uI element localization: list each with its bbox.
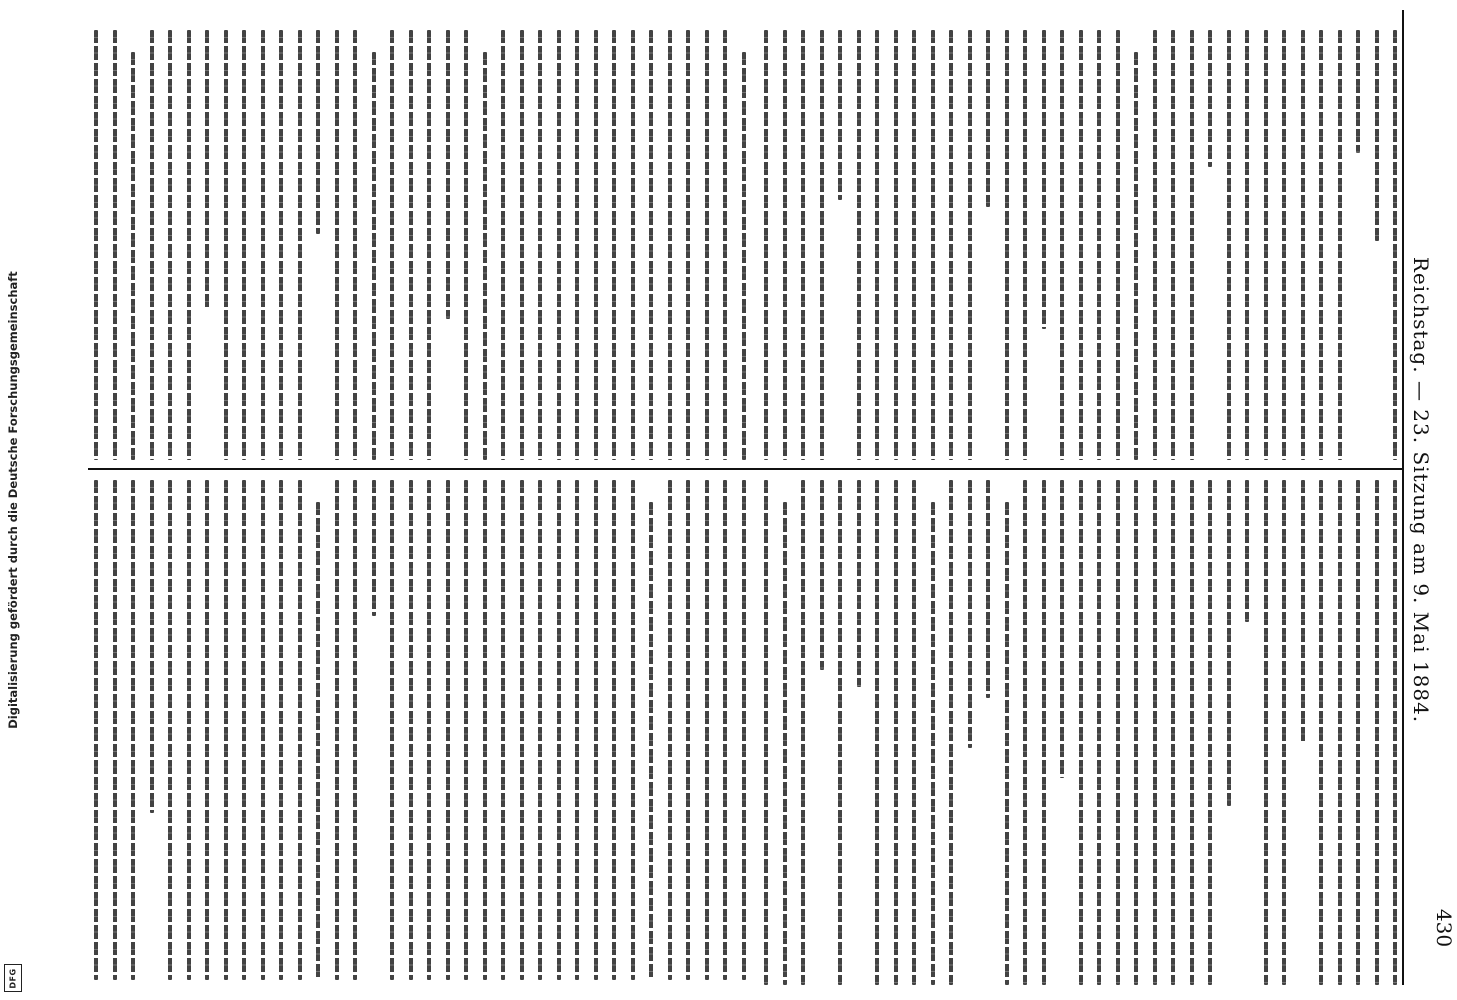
text-line <box>1190 30 1194 460</box>
text-line <box>894 480 898 985</box>
text-line <box>838 480 842 985</box>
text-line <box>1245 30 1249 460</box>
text-line <box>801 30 805 460</box>
text-line <box>1245 480 1249 622</box>
text-line <box>1393 480 1397 985</box>
text-line <box>1023 480 1027 985</box>
text-line <box>1319 30 1323 460</box>
text-line <box>1023 30 1027 460</box>
page-number-text: 430 <box>1432 908 1456 948</box>
text-line <box>1356 30 1360 153</box>
text-line <box>1153 30 1157 460</box>
digitization-notice <box>0 0 26 1000</box>
text-line <box>801 480 805 985</box>
text-line <box>968 30 972 460</box>
text-line <box>1116 480 1120 985</box>
text-line <box>1116 30 1120 460</box>
page-number <box>1431 903 1457 953</box>
text-column-top-right <box>64 30 1394 460</box>
text-line <box>1227 30 1231 460</box>
text-line <box>875 30 879 460</box>
header-rule <box>1402 10 1404 985</box>
text-line <box>1134 480 1138 985</box>
text-line <box>968 480 972 748</box>
text-line <box>931 30 935 460</box>
digitization-notice-text: Digitalisierung gefördert durch die Deutsche Forschungsgemeinschaft <box>6 271 20 729</box>
text-line <box>783 502 787 985</box>
text-line <box>1079 30 1083 460</box>
text-line <box>1190 480 1194 985</box>
text-line <box>949 480 953 985</box>
text-line <box>1393 30 1397 460</box>
running-header <box>1407 10 1435 985</box>
text-line <box>912 30 916 460</box>
text-line <box>1375 480 1379 985</box>
text-line <box>931 502 935 985</box>
text-line <box>1005 502 1009 985</box>
text-line <box>1042 30 1046 329</box>
text-line <box>783 30 787 460</box>
text-line <box>949 30 953 460</box>
text-column-bottom-right <box>64 480 1394 985</box>
text-line <box>986 480 990 698</box>
text-line <box>1356 480 1360 985</box>
text-line <box>1264 30 1268 460</box>
text-line <box>1060 30 1064 460</box>
text-line <box>1060 480 1064 778</box>
text-line <box>1042 480 1046 985</box>
text-line <box>1264 480 1268 985</box>
text-line <box>1301 480 1305 743</box>
text-line <box>1319 480 1323 985</box>
text-line <box>857 30 861 460</box>
text-line <box>1153 480 1157 985</box>
text-line <box>857 480 861 687</box>
text-line <box>894 30 898 460</box>
column-divider-rule <box>88 468 1402 470</box>
text-line <box>986 30 990 207</box>
text-line <box>764 480 768 985</box>
text-line <box>912 480 916 985</box>
text-line <box>1134 52 1138 460</box>
text-line <box>1338 480 1342 985</box>
text-line <box>1171 480 1175 985</box>
text-line <box>1375 30 1379 241</box>
text-line <box>1005 30 1009 460</box>
text-line <box>1301 30 1305 460</box>
text-line <box>1171 30 1175 460</box>
text-line <box>1208 30 1212 167</box>
text-line <box>1338 30 1342 460</box>
text-line <box>875 480 879 985</box>
text-line <box>1208 480 1212 985</box>
running-head-text: Reichstag. — 23. Sitzung am 9. Mai 1884. <box>1409 256 1433 724</box>
dfg-logo-label: DFG <box>8 967 18 989</box>
text-line <box>1282 480 1286 985</box>
text-line <box>838 30 842 200</box>
text-line <box>1079 480 1083 985</box>
scanned-page <box>64 10 1456 985</box>
text-line <box>1227 480 1231 806</box>
text-line <box>1097 30 1101 460</box>
text-line <box>764 30 768 460</box>
text-line <box>820 480 824 670</box>
text-line <box>820 30 824 460</box>
dfg-logo <box>4 964 22 992</box>
text-line <box>1097 480 1101 985</box>
text-line <box>1282 30 1286 460</box>
